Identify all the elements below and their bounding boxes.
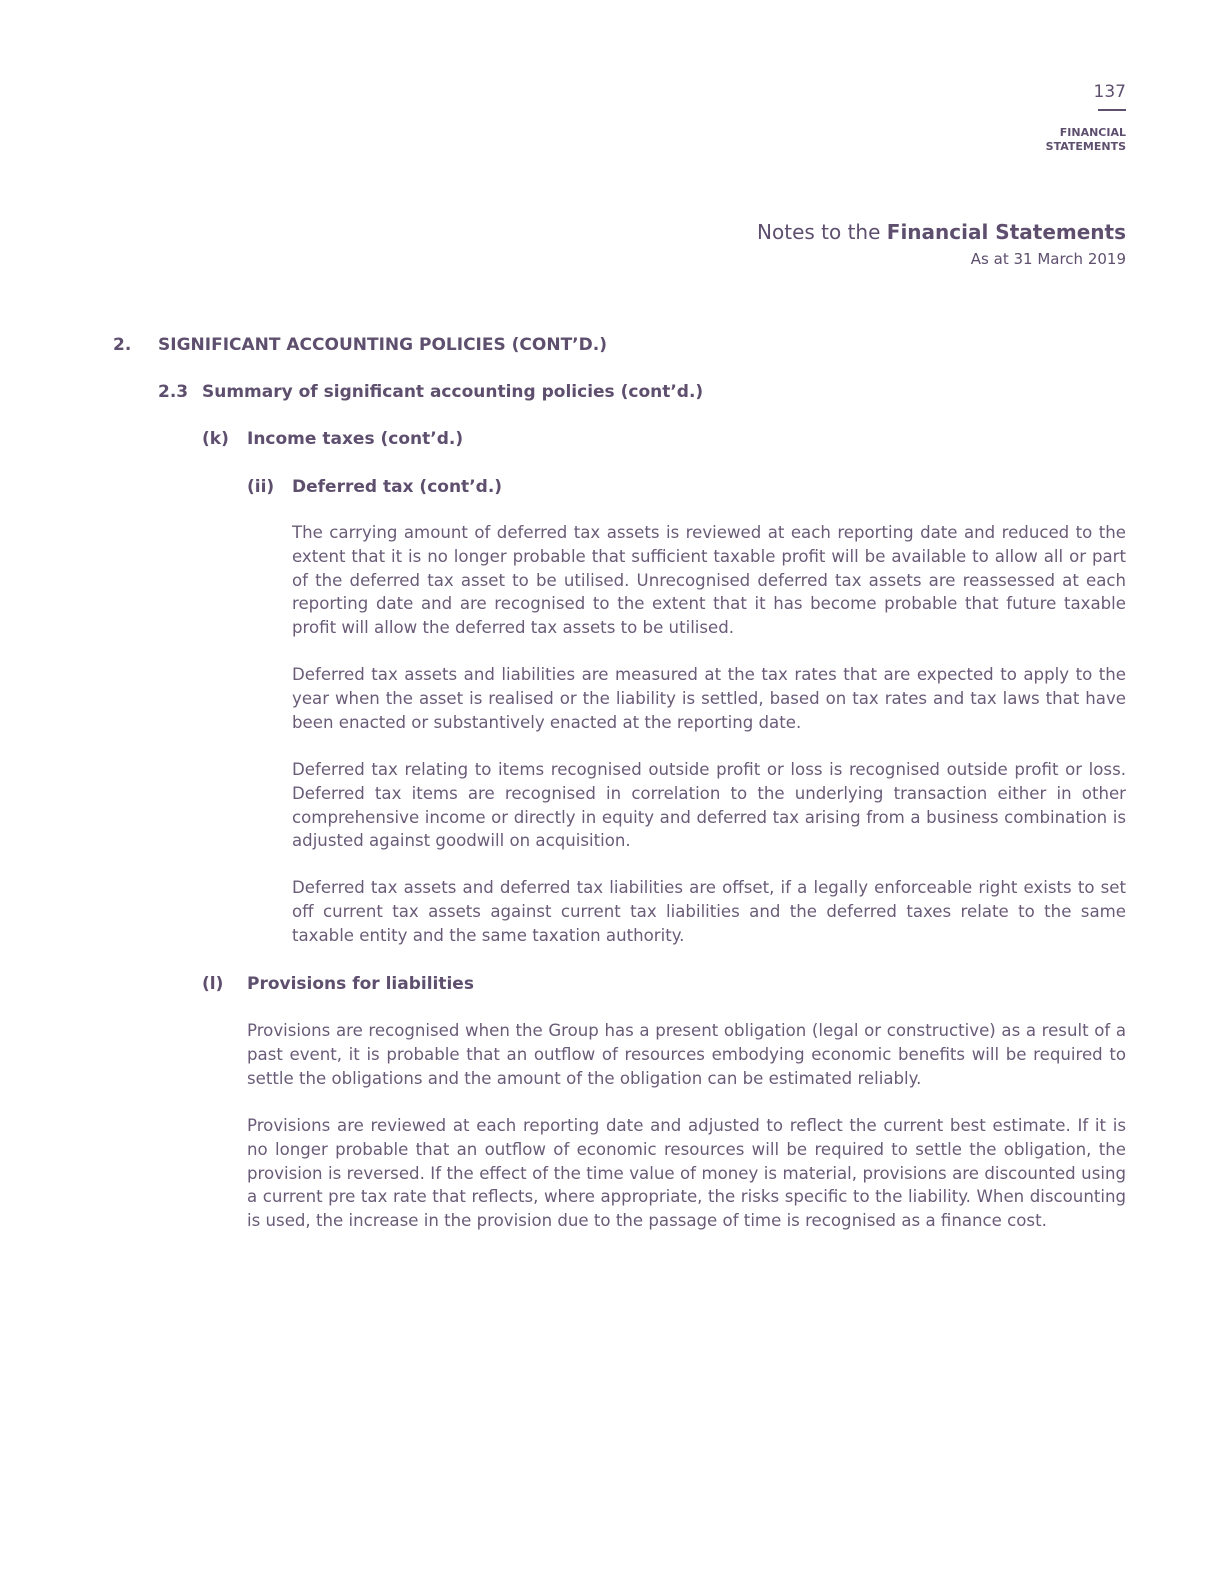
paragraph-provisions-2: Provisions are reviewed at each reporting date and adjusted to reflect the current best estimate. If it is no longer probable that an outflow of economic resources will be required to settle the obligation, the provision is reversed. If the effect of the time value of money is material, provisions are discounted using a current pre tax rate that reflects, where appropriate, the risks specific to the liability. When discounting is used, the increase in the provision due to the passage of time is recognised as a finance cost. — [247, 1116, 1126, 1231]
heading-text: SIGNIFICANT ACCOUNTING POLICIES (CONT’D.) — [158, 335, 607, 355]
heading-deferred-tax — [247, 477, 747, 497]
notes-date: As at 31 March 2019 — [970, 250, 1126, 268]
heading-income-taxes — [202, 429, 702, 449]
heading-text: Summary of significant accounting policies (cont’d.) — [202, 382, 704, 402]
paragraph-deferred-3: Deferred tax relating to items recognised outside profit or loss is recognised outside profit or loss. Deferred tax items are recognised in correlation to the underlying transaction either in other comprehensive income or directly in equity and deferred tax arising from a business combination is adjusted against goodwill on acquisition. — [292, 760, 1126, 851]
page-number-rule — [1098, 109, 1126, 111]
heading-section-2 — [113, 335, 713, 355]
heading-number: (k) — [202, 429, 229, 449]
heading-section-2-3 — [158, 382, 758, 402]
section-tag-line2: STATEMENTS — [1045, 140, 1126, 153]
notes-title-bold: Financial Statements — [886, 220, 1126, 244]
section-tag — [926, 126, 1126, 154]
notes-title — [757, 220, 1126, 244]
paragraph-deferred-2: Deferred tax assets and liabilities are measured at the tax rates that are expected to apply to the year when the asset is realised or the liability is settled, based on tax rates and tax laws that have been enacted or substantively enacted at the reporting date. — [292, 665, 1126, 732]
page-number: 137 — [1093, 82, 1126, 102]
paragraph-deferred-4: Deferred tax assets and deferred tax liabilities are offset, if a legally enforceable right exists to set off current tax assets against current tax liabilities and the deferred taxes relate to the same taxable entity and the same taxation authority. — [292, 878, 1126, 945]
notes-title-regular: Notes to the — [757, 220, 887, 244]
heading-text: Provisions for liabilities — [247, 974, 474, 994]
heading-number: (l) — [202, 974, 224, 994]
heading-number: (ii) — [247, 477, 275, 497]
heading-number: 2.3 — [158, 382, 189, 402]
heading-text: Deferred tax (cont’d.) — [292, 477, 503, 497]
paragraph-deferred-1: The carrying amount of deferred tax assets is reviewed at each reporting date and reduced to the extent that it is no longer probable that sufficient taxable profit will be available to allow all or part of the deferred tax asset to be utilised. Unrecognised deferred tax assets are reassessed at each reporting date and are recognised to the extent that it has become probable that future taxable profit will allow the deferred tax assets to be utilised. — [292, 523, 1126, 638]
heading-provisions — [202, 974, 702, 994]
heading-text: Income taxes (cont’d.) — [247, 429, 464, 449]
paragraph-provisions-1: Provisions are recognised when the Group has a present obligation (legal or constructive) as a result of a past event, it is probable that an outflow of resources embodying economic benefits will be required to settle the obligations and the amount of the obligation can be estimated reliably. — [247, 1021, 1126, 1088]
heading-number: 2. — [113, 335, 132, 355]
section-tag-line1: FINANCIAL — [1059, 126, 1126, 139]
